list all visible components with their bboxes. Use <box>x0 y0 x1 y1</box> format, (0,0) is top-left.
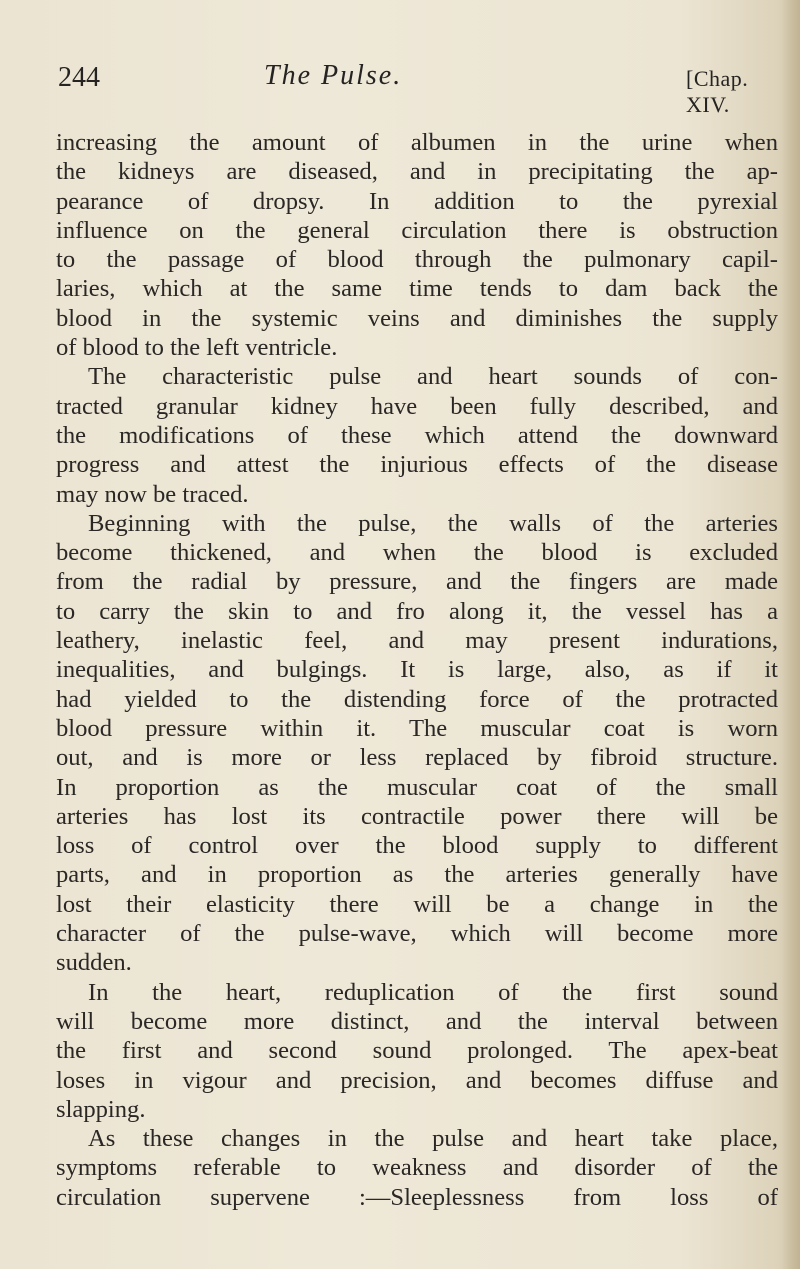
chapter-reference: [Chap. XIV. <box>686 66 749 117</box>
text-line: influence on the general circulation there is obstruction <box>56 216 778 244</box>
running-title: The Pulse. <box>264 60 403 91</box>
text-line: In proportion as the muscular coat of the small <box>56 773 778 801</box>
text-line: will become more distinct, and the interval between <box>56 1007 778 1035</box>
page-number: 244 <box>58 62 100 93</box>
text-line: out, and is more or less replaced by fibroid structure. <box>56 744 778 772</box>
text-line: from the radial by pressure, and the fingers are made <box>56 568 778 596</box>
text-line: increasing the amount of albumen in the urine when <box>56 129 778 156</box>
page-edge-shadow <box>782 0 800 1269</box>
text-line: the kidneys are diseased, and in precipitating the ap- <box>56 158 778 186</box>
text-line: arteries has lost its contractile power there will be <box>56 802 778 830</box>
text-line: of blood to the left ventricle. <box>56 334 338 362</box>
paragraph-first-line: In the heart, reduplication of the first sound <box>88 978 778 1006</box>
paragraph-first-line: As these changes in the pulse and heart take place, <box>88 1125 778 1153</box>
text-line: the first and second sound prolonged. The apex-beat <box>56 1037 778 1065</box>
text-line: may now be traced. <box>56 480 249 508</box>
text-line: the modifications of these which attend the downward <box>56 421 778 449</box>
paragraph-first-line: Beginning with the pulse, the walls of the arteries <box>88 509 778 537</box>
text-line: symptoms referable to weakness and disorder of the <box>56 1154 778 1182</box>
paragraph-first-line: The characteristic pulse and heart sounds of con- <box>88 363 778 391</box>
text-line: leathery, inelastic feel, and may present indurations, <box>56 627 778 655</box>
text-line: had yielded to the distending force of the protracted <box>56 685 778 713</box>
text-line: progress and attest the injurious effects of the disease <box>56 451 778 479</box>
text-line: become thickened, and when the blood is excluded <box>56 539 778 567</box>
running-header <box>58 60 794 117</box>
text-line: tracted granular kidney have been fully described, and <box>56 392 778 420</box>
text-line: blood pressure within it. The muscular coat is worn <box>56 714 778 742</box>
text-line: loses in vigour and precision, and becomes diffuse and <box>56 1066 778 1094</box>
text-line: inequalities, and bulgings. It is large, also, as if it <box>56 656 778 684</box>
text-line: lost their elasticity there will be a change in the <box>56 890 778 918</box>
body-text <box>56 128 778 1212</box>
text-line: to carry the skin to and fro along it, the vessel has a <box>56 597 778 625</box>
text-line: blood in the systemic veins and diminishes the supply <box>56 304 778 332</box>
text-line: laries, which at the same time tends to dam back the <box>56 275 778 303</box>
text-line: circulation supervene :—Sleeplessness from loss of <box>56 1183 778 1211</box>
text-line: loss of control over the blood supply to different <box>56 832 778 860</box>
text-line: slapping. <box>56 1095 146 1123</box>
text-line: sudden. <box>56 949 132 977</box>
text-line: to the passage of blood through the pulmonary capil- <box>56 246 778 274</box>
text-line: pearance of dropsy. In addition to the pyrexial <box>56 187 778 215</box>
text-line: character of the pulse-wave, which will become more <box>56 920 778 948</box>
text-line: parts, and in proportion as the arteries generally have <box>56 861 778 889</box>
